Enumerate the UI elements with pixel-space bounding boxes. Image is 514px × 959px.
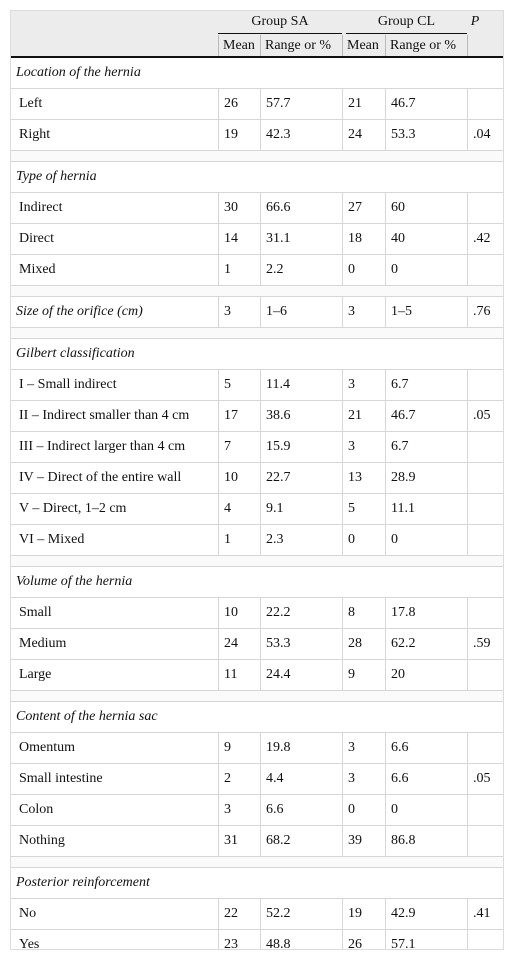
cell-cl-range: 28.9 xyxy=(385,463,467,493)
cell-p xyxy=(467,930,504,950)
table-row xyxy=(11,401,503,432)
cell-cl-range: 46.7 xyxy=(385,89,467,119)
cell-p: .05 xyxy=(467,764,504,794)
section-row xyxy=(11,297,503,328)
cell-cl-mean: 13 xyxy=(342,463,385,493)
cell-sa-mean: 19 xyxy=(218,120,260,150)
cell-label: Size of the orifice (cm) xyxy=(16,304,143,319)
cell-p xyxy=(467,370,504,400)
table-row xyxy=(11,899,503,930)
cell-cl-mean: 18 xyxy=(342,224,385,254)
cell-cl-mean: 39 xyxy=(342,826,385,856)
cell-sa-range: 66.6 xyxy=(260,193,342,223)
section-spacer xyxy=(11,151,503,162)
cell-label: No xyxy=(19,906,37,921)
cell-sa-mean: 3 xyxy=(218,795,260,825)
section-spacer xyxy=(11,857,503,868)
data-table xyxy=(10,10,504,950)
section-spacer xyxy=(11,286,503,297)
section-title-row xyxy=(11,702,503,733)
cell-label: Omentum xyxy=(19,740,75,755)
cell-cl-range: 6.7 xyxy=(385,432,467,462)
cell-label: I – Small indirect xyxy=(19,377,117,392)
table-row xyxy=(11,432,503,463)
cell-label: IV – Direct of the entire wall xyxy=(19,470,182,485)
cell-cl-mean: 3 xyxy=(342,432,385,462)
cell-sa-mean: 14 xyxy=(218,224,260,254)
cell-p xyxy=(467,826,504,856)
cell-label: Nothing xyxy=(19,833,65,848)
cell-label: Direct xyxy=(19,231,54,246)
cell-p: .05 xyxy=(467,401,504,431)
cell-sa-range: 2.2 xyxy=(260,255,342,285)
cell-label: III – Indirect larger than 4 cm xyxy=(19,439,186,454)
p-header-blank xyxy=(467,35,504,56)
cell-cl-range: 6.6 xyxy=(385,733,467,763)
section-title: Type of hernia xyxy=(16,169,97,184)
cell-cl-range: 17.8 xyxy=(385,598,467,628)
cell-sa-range: 4.4 xyxy=(260,764,342,794)
cell-sa-range: 1–6 xyxy=(260,297,342,327)
section-title-row xyxy=(11,868,503,899)
cell-sa-range: 19.8 xyxy=(260,733,342,763)
table-header-columns xyxy=(11,35,503,58)
cell-sa-range: 2.3 xyxy=(260,525,342,555)
cell-label: Indirect xyxy=(19,200,63,215)
cell-sa-range: 53.3 xyxy=(260,629,342,659)
cell-cl-mean: 9 xyxy=(342,660,385,690)
cell-sa-range: 42.3 xyxy=(260,120,342,150)
cell-cl-mean: 5 xyxy=(342,494,385,524)
cell-sa-mean: 7 xyxy=(218,432,260,462)
cell-cl-mean: 3 xyxy=(342,370,385,400)
cell-sa-mean: 11 xyxy=(218,660,260,690)
cell-cl-mean: 24 xyxy=(342,120,385,150)
cell-label: Small intestine xyxy=(19,771,103,786)
cell-sa-mean: 4 xyxy=(218,494,260,524)
cell-cl-range: 62.2 xyxy=(385,629,467,659)
cell-label: V – Direct, 1–2 cm xyxy=(19,501,127,516)
cell-p: .59 xyxy=(467,629,504,659)
cell-cl-range: 57.1 xyxy=(385,930,467,950)
cell-cl-range: 11.1 xyxy=(385,494,467,524)
cell-label: Yes xyxy=(19,937,40,950)
cell-cl-mean: 19 xyxy=(342,899,385,929)
cell-label: Left xyxy=(19,96,43,111)
section-spacer xyxy=(11,328,503,339)
cell-sa-mean: 17 xyxy=(218,401,260,431)
cell-label: Medium xyxy=(19,636,67,651)
section-title-row xyxy=(11,339,503,370)
cell-sa-mean: 9 xyxy=(218,733,260,763)
cell-cl-range: 86.8 xyxy=(385,826,467,856)
cell-sa-mean: 31 xyxy=(218,826,260,856)
cell-p xyxy=(467,494,504,524)
table-row xyxy=(11,224,503,255)
cell-sa-range: 68.2 xyxy=(260,826,342,856)
cell-sa-range: 9.1 xyxy=(260,494,342,524)
table-row xyxy=(11,463,503,494)
cell-label: Large xyxy=(19,667,52,682)
cell-p xyxy=(467,598,504,628)
table-row xyxy=(11,930,503,950)
table-row xyxy=(11,733,503,764)
cell-p: .04 xyxy=(467,120,504,150)
section-title: Location of the hernia xyxy=(16,65,141,80)
cell-cl-range: 0 xyxy=(385,795,467,825)
table-header-groups xyxy=(11,11,503,35)
cell-sa-mean: 1 xyxy=(218,255,260,285)
cell-cl-mean: 0 xyxy=(342,255,385,285)
cell-cl-mean: 28 xyxy=(342,629,385,659)
cell-label: II – Indirect smaller than 4 cm xyxy=(19,408,190,423)
cell-label: Right xyxy=(19,127,51,142)
cell-cl-range: 42.9 xyxy=(385,899,467,929)
cell-cl-mean: 0 xyxy=(342,795,385,825)
cell-sa-range: 24.4 xyxy=(260,660,342,690)
table-row xyxy=(11,120,503,151)
cl-range-header: Range or % xyxy=(385,35,467,56)
cell-p xyxy=(467,193,504,223)
cell-cl-range: 60 xyxy=(385,193,467,223)
cell-cl-mean: 21 xyxy=(342,89,385,119)
cell-p xyxy=(467,795,504,825)
table-row xyxy=(11,255,503,286)
cell-p xyxy=(467,432,504,462)
table-row xyxy=(11,370,503,401)
table-row xyxy=(11,193,503,224)
cell-sa-range: 31.1 xyxy=(260,224,342,254)
table-row xyxy=(11,660,503,691)
cell-label: Mixed xyxy=(19,262,56,277)
table-row xyxy=(11,525,503,556)
table-row xyxy=(11,826,503,857)
cell-cl-range: 6.7 xyxy=(385,370,467,400)
table-row xyxy=(11,764,503,795)
cell-sa-range: 11.4 xyxy=(260,370,342,400)
cell-cl-range: 0 xyxy=(385,255,467,285)
section-title: Posterior reinforcement xyxy=(16,875,150,890)
cell-p xyxy=(467,89,504,119)
cell-sa-range: 38.6 xyxy=(260,401,342,431)
section-spacer xyxy=(11,556,503,567)
sa-mean-header: Mean xyxy=(218,35,260,56)
cell-sa-range: 57.7 xyxy=(260,89,342,119)
cell-sa-mean: 2 xyxy=(218,764,260,794)
cell-p xyxy=(467,660,504,690)
cell-sa-mean: 10 xyxy=(218,598,260,628)
cell-cl-range: 20 xyxy=(385,660,467,690)
cell-sa-range: 52.2 xyxy=(260,899,342,929)
cell-cl-mean: 26 xyxy=(342,930,385,950)
section-title: Gilbert classification xyxy=(16,346,135,361)
cell-cl-range: 46.7 xyxy=(385,401,467,431)
cell-sa-range: 22.7 xyxy=(260,463,342,493)
cell-cl-mean: 8 xyxy=(342,598,385,628)
cell-cl-mean: 0 xyxy=(342,525,385,555)
table-row xyxy=(11,598,503,629)
cell-sa-range: 22.2 xyxy=(260,598,342,628)
table-row xyxy=(11,629,503,660)
cell-p: .76 xyxy=(467,297,504,327)
cell-p: .41 xyxy=(467,899,504,929)
cell-sa-mean: 3 xyxy=(218,297,260,327)
cell-p xyxy=(467,733,504,763)
table-row xyxy=(11,89,503,120)
cell-p xyxy=(467,463,504,493)
cell-sa-range: 48.8 xyxy=(260,930,342,950)
cell-p xyxy=(467,255,504,285)
group-cl-header: Group CL xyxy=(346,11,467,34)
cell-sa-range: 15.9 xyxy=(260,432,342,462)
cell-cl-range: 0 xyxy=(385,525,467,555)
cell-p xyxy=(467,525,504,555)
cl-mean-header: Mean xyxy=(342,35,385,56)
cell-cl-mean: 3 xyxy=(342,297,385,327)
cell-label: Colon xyxy=(19,802,54,817)
cell-sa-mean: 30 xyxy=(218,193,260,223)
cell-sa-mean: 22 xyxy=(218,899,260,929)
cell-cl-range: 40 xyxy=(385,224,467,254)
cell-cl-mean: 27 xyxy=(342,193,385,223)
p-value-header: P xyxy=(470,14,480,29)
group-sa-header: Group SA xyxy=(218,11,342,34)
cell-p: .42 xyxy=(467,224,504,254)
cell-cl-range: 1–5 xyxy=(385,297,467,327)
table-row xyxy=(11,795,503,826)
table-row xyxy=(11,494,503,525)
cell-sa-mean: 23 xyxy=(218,930,260,950)
cell-sa-mean: 26 xyxy=(218,89,260,119)
cell-cl-mean: 21 xyxy=(342,401,385,431)
sa-range-header: Range or % xyxy=(260,35,342,56)
cell-cl-range: 53.3 xyxy=(385,120,467,150)
section-title: Volume of the hernia xyxy=(16,574,133,589)
cell-sa-mean: 5 xyxy=(218,370,260,400)
cell-sa-range: 6.6 xyxy=(260,795,342,825)
table-body xyxy=(11,58,503,950)
cell-label: Small xyxy=(19,605,52,620)
cell-sa-mean: 1 xyxy=(218,525,260,555)
cell-sa-mean: 24 xyxy=(218,629,260,659)
section-title: Content of the hernia sac xyxy=(16,709,158,724)
section-title-row xyxy=(11,162,503,193)
section-title-row xyxy=(11,58,503,89)
section-spacer xyxy=(11,691,503,702)
cell-label: VI – Mixed xyxy=(19,532,85,547)
section-title-row xyxy=(11,567,503,598)
cell-cl-range: 6.6 xyxy=(385,764,467,794)
cell-sa-mean: 10 xyxy=(218,463,260,493)
cell-cl-mean: 3 xyxy=(342,733,385,763)
cell-cl-mean: 3 xyxy=(342,764,385,794)
